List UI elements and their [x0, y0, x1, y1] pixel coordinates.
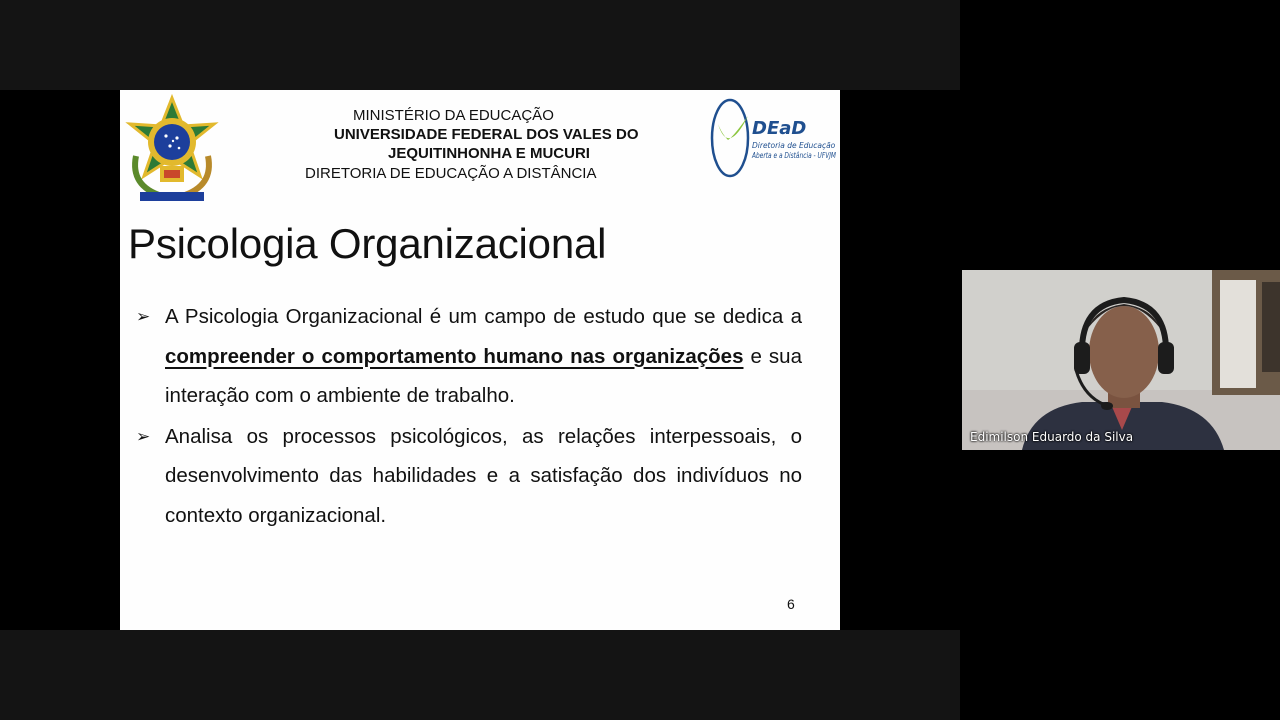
header-directorate: DIRETORIA DE EDUCAÇÃO A DISTÂNCIA — [305, 165, 597, 182]
bullet-text: e sua interação com o ambiente de trabalho. — [165, 344, 802, 407]
video-letterbox-top — [0, 0, 960, 90]
slide-page-number: 6 — [787, 596, 795, 612]
header-ministry: MINISTÉRIO DA EDUCAÇÃO — [353, 107, 554, 124]
bullet-item — [136, 297, 802, 416]
dead-logo — [708, 94, 838, 178]
bullet-text: Analisa os processos psicológicos, as relações interpessoais, o desenvolvimento das habilidades e a satisfação dos indivíduos no contexto organizacional. — [165, 424, 802, 527]
participant-name-label: Edimilson Eduardo da Silva — [970, 430, 1134, 444]
dead-logo-subtitle-1: Diretoria de Educação — [752, 141, 836, 150]
bullet-item — [136, 417, 802, 536]
video-letterbox-bottom — [0, 630, 960, 720]
participant-video-tile[interactable] — [962, 270, 1280, 450]
dead-logo-subtitle-2: Aberta e a Distância - UFVJM — [751, 151, 837, 160]
arrow-bullet-icon: ➢ — [136, 426, 151, 446]
participant-video-feed — [962, 270, 1280, 450]
header-university-line2: JEQUITINHONHA E MUCURI — [388, 145, 590, 162]
header-university-line1: UNIVERSIDADE FEDERAL DOS VALES DO — [334, 126, 639, 143]
bullet-text: A Psicologia Organizacional é um campo de estudo que se dedica a — [165, 305, 802, 328]
bullet-emphasis: compreender o comportamento humano nas organizações — [165, 344, 744, 368]
bullet-list — [136, 297, 802, 536]
arrow-bullet-icon: ➢ — [136, 307, 151, 326]
dead-logo-name: DEaD — [752, 118, 807, 139]
shared-slide — [120, 90, 840, 630]
slide-title: Psicologia Organizacional — [128, 220, 607, 267]
brazil-coat-of-arms-icon — [122, 96, 222, 208]
